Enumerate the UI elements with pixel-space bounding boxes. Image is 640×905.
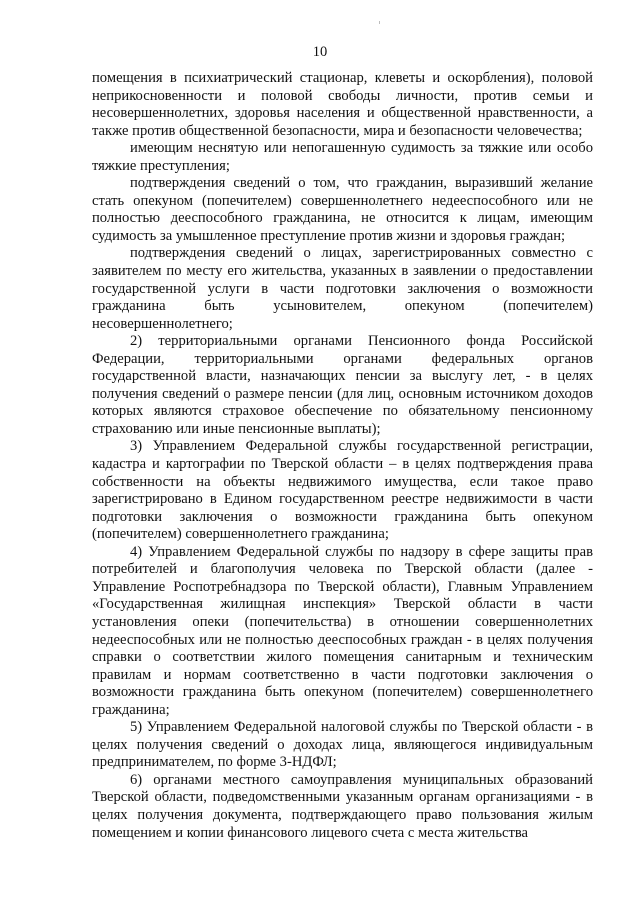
paragraph-guardian-record-check: подтверждения сведений о том, что гражданин, выразивший желание стать опекуном (попечителем) совершеннолетнего недееспособного или не полностью дееспособного гражданина, не относится к лицам, имеющим судимость за умышленное преступление против жизни и здоровья граждан;	[92, 175, 593, 244]
paragraph-item-2-pension-fund: 2) территориальными органами Пенсионного фонда Российской Федерации, территориальными органами федеральных органов государственной власти, назначающих пенсии за выслугу лет, - в целях получения сведений о размере пенсии (для лиц, основным источником доходов которых являются страховое обеспечение по обязательному пенсионному страхованию или иные пенсионные выплаты);	[92, 333, 593, 437]
document-body	[92, 70, 593, 842]
paragraph-item-4-rospotrebnadzor: 4) Управлением Федеральной службы по надзору в сфере защиты прав потребителей и благополучия человека по Тверской области (далее - Управление Роспотребнадзора по Тверской области), Главным Управлением «Государственная жилищная инспекция» Тверской области в части установления опеки (попечительства) в отношении совершеннолетних недееспособных или не полностью дееспособных граждан - в целях получения справки о соответствии жилого помещения санитарным и техническим правилам и нормам соответственно в части подготовки заключения о возможности гражданина быть опекуном (попечителем) совершеннолетнего гражданина;	[92, 543, 593, 718]
paragraph-registered-persons: подтверждения сведений о лицах, зарегистрированных совместно с заявителем по месту его жительства, указанных в заявлении о предоставлении государственной услуги в части подготовки заключения о возможности гражданина быть усыновителем, опекуном (попечителем) несовершеннолетнего;	[92, 245, 593, 332]
paragraph-item-3-rosreestr: 3) Управлением Федеральной службы государственной регистрации, кадастра и картографии по Тверской области – в целях подтверждения права собственности на объекты недвижимого имущества, если такое право зарегистрировано в Едином государственном реестре недвижимости в части подготовки заключения о возможности гражданина быть опекуном (попечителем) совершеннолетнего гражданина;	[92, 438, 593, 543]
paragraph-continuation: помещения в психиатрический стационар, клеветы и оскорбления), половой неприкосновенности и половой свободы личности, против семьи и несовершеннолетних, здоровья населения и общественной нравственности, а также против общественной безопасности, мира и безопасности человечества;	[92, 70, 593, 139]
paragraph-item-5-tax-service: 5) Управлением Федеральной налоговой службы по Тверской области - в целях получения сведений о доходах лица, являющегося индивидуальным предпринимателем, по форме 3-НДФЛ;	[92, 719, 593, 771]
page-number: 10	[312, 44, 328, 60]
paragraph-item-6-local-government: 6) органами местного самоуправления муниципальных образований Тверской области, подведомственными указанным органам организациями - в целях получения документа, подтверждающего право пользования жилым помещением и копии финансового лицевого счета с места жительства	[92, 771, 593, 841]
scan-speck	[379, 21, 380, 24]
paragraph-criminal-record: имеющим неснятую или непогашенную судимость за тяжкие или особо тяжкие преступления;	[92, 140, 593, 174]
